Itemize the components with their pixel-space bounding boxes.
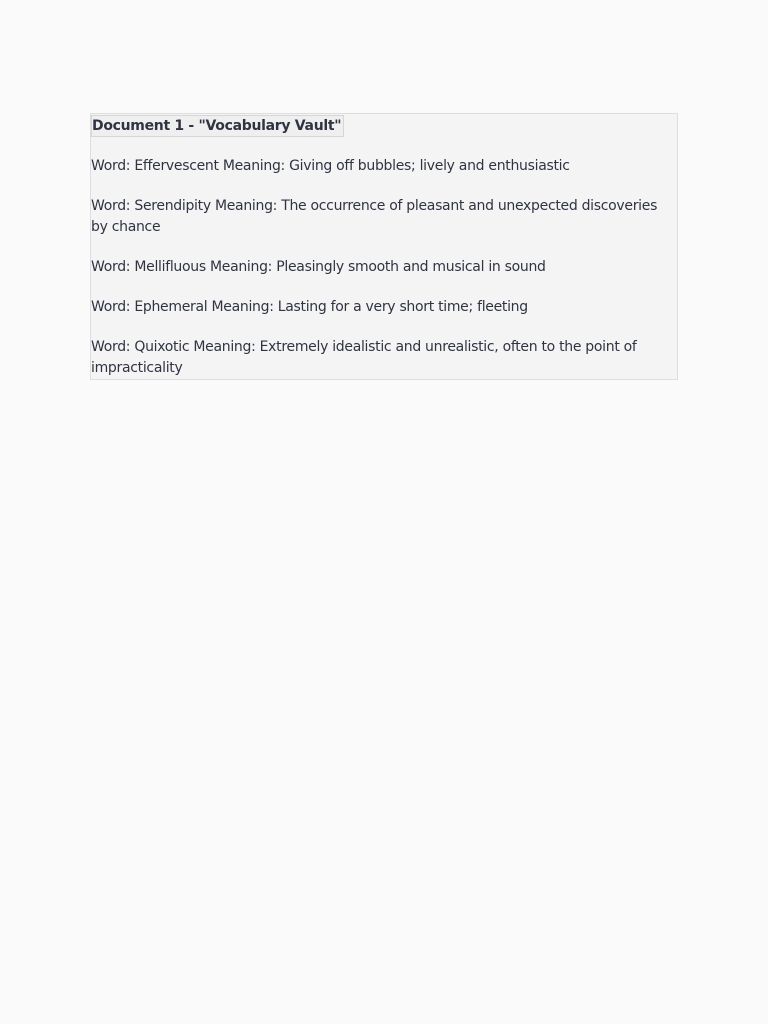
document-panel xyxy=(90,113,678,380)
vocabulary-entry: Word: Mellifluous Meaning: Pleasingly smooth and musical in sound xyxy=(91,259,546,275)
document-title: Document 1 - "Vocabulary Vault" xyxy=(91,115,344,137)
vocabulary-entry: Word: Serendipity Meaning: The occurrence of pleasant and unexpected discoveries by chance xyxy=(91,198,658,235)
vocabulary-entry: Word: Quixotic Meaning: Extremely idealistic and unrealistic, often to the point of impracticality xyxy=(91,339,637,376)
vocabulary-entry: Word: Ephemeral Meaning: Lasting for a very short time; fleeting xyxy=(91,299,528,315)
vocabulary-entry: Word: Effervescent Meaning: Giving off bubbles; lively and enthusiastic xyxy=(91,158,570,174)
